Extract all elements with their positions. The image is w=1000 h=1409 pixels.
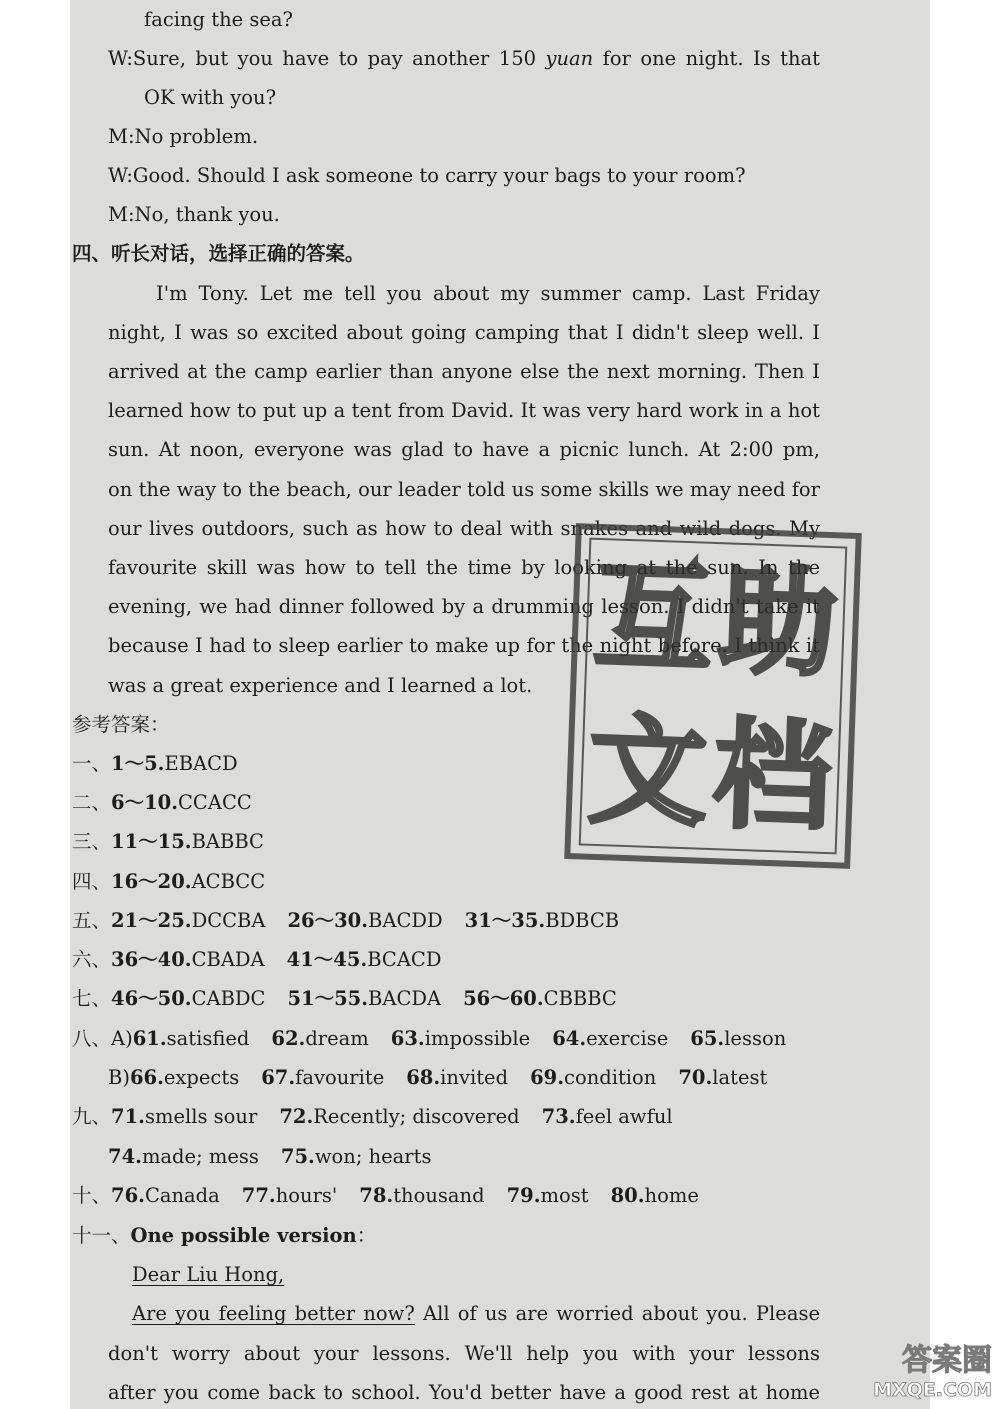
dialogue-line: W:Sure, but you have to pay another 150 yuan for one night. Is that: [108, 47, 820, 70]
passage-line: favourite skill was how to tell the time by looking at the sun. In the: [108, 556, 820, 579]
letter-salutation: Dear Liu Hong,: [132, 1263, 285, 1286]
answer-line: 十、76.Canada 77.hours' 78.thousand 79.most 80.home: [72, 1184, 699, 1207]
dialogue-line: M:No, thank you.: [108, 203, 280, 226]
document-page: [70, 0, 930, 1409]
answer-line: 九、71.smells sour 72.Recently; discovered 73.feel awful: [72, 1105, 673, 1128]
stamp-char: 互: [591, 546, 715, 689]
dialogue-line: facing the sea?: [144, 8, 294, 31]
site-watermark: [806, 1343, 992, 1401]
passage-line: arrived at the camp earlier than anyone else the next morning. Then I: [108, 360, 820, 383]
answer-line: 二、6～10.CCACC: [72, 791, 252, 814]
passage-line: because I had to sleep earlier to make up for the night before. I think it: [108, 634, 820, 657]
answer-line: 四、16～20.ACBCC: [72, 870, 266, 893]
passage-line: I'm Tony. Let me tell you about my summer camp. Last Friday: [156, 282, 820, 305]
passage-line: learned how to put up a tent from David. It was very hard work in a hot: [108, 399, 820, 422]
dialogue-line: OK with you?: [144, 86, 277, 109]
passage-line: on the way to the beach, our leader told us some skills we may need for: [108, 478, 820, 501]
passage-line: sun. At noon, everyone was glad to have a picnic lunch. At 2:00 pm,: [108, 438, 820, 461]
answer-line: 一、1～5.EBACD: [72, 752, 238, 775]
answer-line: 74.made; mess 75.won; hearts: [108, 1145, 432, 1168]
letter-line: don't worry about your lessons. We'll help you with your lessons: [108, 1342, 820, 1365]
watermark-url: MXQE.COM: [873, 1379, 992, 1401]
answer-line: 十一、One possible version：: [72, 1224, 377, 1247]
dialogue-line: W:Good. Should I ask someone to carry your bags to your room?: [108, 164, 746, 187]
stamp-char: 档: [711, 705, 835, 848]
answer-line: 六、36～40.CBADA 41～45.BCACD: [72, 948, 442, 971]
letter-line: after you come back to school. You'd better have a good rest at home: [108, 1381, 820, 1404]
answer-line: 七、46～50.CABDC 51～55.BACDA 56～60.CBBBC: [72, 987, 617, 1010]
answer-line: 五、21～25.DCCBA 26～30.BACDD 31～35.BDBCB: [72, 909, 620, 932]
passage-line: our lives outdoors, such as how to deal with snakes and wild dogs. My: [108, 517, 820, 540]
watermark-logo: 答案圈: [902, 1343, 992, 1378]
letter-line: Are you feeling better now? All of us are worried about you. Please: [132, 1302, 820, 1325]
stamp-char: 文: [586, 700, 710, 843]
passage-line: evening, we had dinner followed by a drumming lesson. I didn't take it: [108, 595, 820, 618]
answer-line: 八、A)61.satisfied 62.dream 63.impossible 64.exercise 65.lesson: [72, 1027, 787, 1050]
answer-line: B)66.expects 67.favourite 68.invited 69.condition 70.latest: [108, 1066, 768, 1089]
passage-line: was a great experience and I learned a lot.: [108, 674, 533, 697]
answer-line: 三、11～15.BABBC: [72, 830, 264, 853]
answers-heading: 参考答案：: [72, 713, 170, 736]
currency-word: yuan: [545, 47, 594, 70]
stamp-char: 助: [716, 551, 840, 694]
section-heading: 四、听长对话，选择正确的答案。: [72, 242, 365, 265]
stamp-seal: [564, 523, 862, 869]
passage-line: night, I was so excited about going camping that I didn't sleep well. I: [108, 321, 820, 344]
dialogue-line: M:No problem.: [108, 125, 259, 148]
